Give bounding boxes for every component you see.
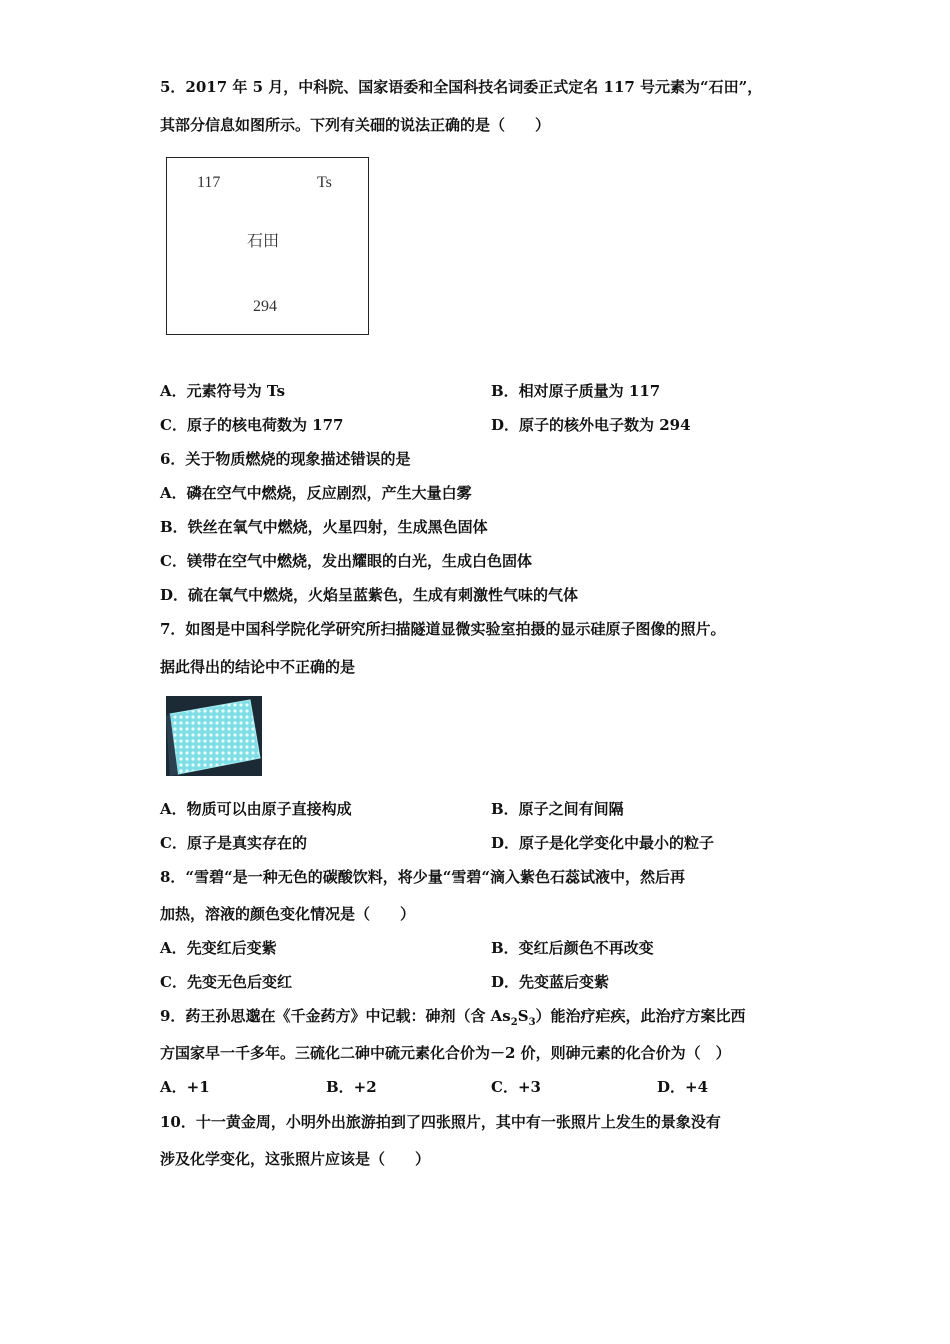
q6-stem: 6．关于物质燃烧的现象描述错误的是	[160, 450, 411, 468]
q8-stem-line2: 加热，溶液的颜色变化情况是（ ）	[160, 905, 416, 923]
q7-option-b: B．原子之间有间隔	[491, 800, 624, 818]
q7-stem-line2: 据此得出的结论中不正确的是	[160, 658, 356, 676]
q5-option-b: B．相对原子质量为 117	[491, 382, 661, 400]
q7-option-c: C．原子是真实存在的	[160, 834, 307, 852]
q5-option-c: C．原子的核电荷数为 177	[160, 416, 344, 434]
q9-option-d: D．+4	[657, 1078, 709, 1096]
q10-stem-line2: 涉及化学变化，这张照片应该是（ ）	[160, 1150, 431, 1168]
atomic-mass: 294	[253, 298, 277, 315]
q8-option-a: A．先变红后变紫	[160, 939, 277, 957]
q5-option-a: A．元素符号为 Ts	[160, 382, 286, 400]
q9-option-c: C．+3	[491, 1078, 541, 1096]
q7-stem-line1: 7．如图是中国科学院化学研究所扫描隧道显微实验室拍摄的显示硅原子图像的照片。	[160, 620, 726, 638]
q9-option-b: B．+2	[326, 1078, 377, 1096]
q6-option-d: D．硫在氧气中燃烧，火焰呈蓝紫色，生成有刺激性气味的气体	[160, 586, 579, 604]
atomic-number: 117	[197, 174, 221, 191]
q6-option-a: A．磷在空气中燃烧，反应剧烈，产生大量白雾	[160, 484, 472, 502]
q5-option-d: D．原子的核外电子数为 294	[491, 416, 691, 434]
q8-option-d: D．先变蓝后变紫	[491, 973, 610, 991]
q8-stem-line1: 8．“雪碧“是一种无色的碳酸饮料，将少量“雪碧“滴入紫色石蕊试液中，然后再	[160, 868, 685, 886]
q7-option-a: A．物质可以由原子直接构成	[160, 800, 352, 818]
q9-stem-line1: 9．药王孙思邈在《千金药方》中记载：砷剂（含 $As_2S_3$）能治疗疟疾，此治疗方案比西	[160, 1007, 746, 1028]
element-symbol: Ts	[317, 174, 332, 191]
q6-option-c: C．镁带在空气中燃烧，发出耀眼的白光，生成白色固体	[160, 552, 532, 570]
q8-option-b: B．变红后颜色不再改变	[491, 939, 654, 957]
q6-option-b: B．铁丝在氧气中燃烧，火星四射，生成黑色固体	[160, 518, 488, 536]
silicon-atom-photo	[166, 696, 262, 776]
q9-stem-line2: 方国家早一千多年。三硫化二砷中硫元素化合价为－2 价，则砷元素的化合价为（ ）	[160, 1044, 731, 1062]
q10-stem-line1: 10．十一黄金周，小明外出旅游拍到了四张照片，其中有一张照片上发生的景象没有	[160, 1113, 721, 1131]
element-tile	[166, 157, 369, 335]
q7-option-d: D．原子是化学变化中最小的粒子	[491, 834, 715, 852]
q5-stem-line2: 其部分信息如图所示。下列有关鿬的说法正确的是（ ）	[160, 116, 551, 134]
element-name: 石田	[247, 231, 280, 250]
q9-option-a: A．+1	[160, 1078, 210, 1096]
q5-stem-line1: 5．2017 年 5 月，中科院、国家语委和全国科技名词委正式定名 117 号元素为“石田”，	[160, 78, 763, 96]
q8-option-c: C．先变无色后变红	[160, 973, 292, 991]
